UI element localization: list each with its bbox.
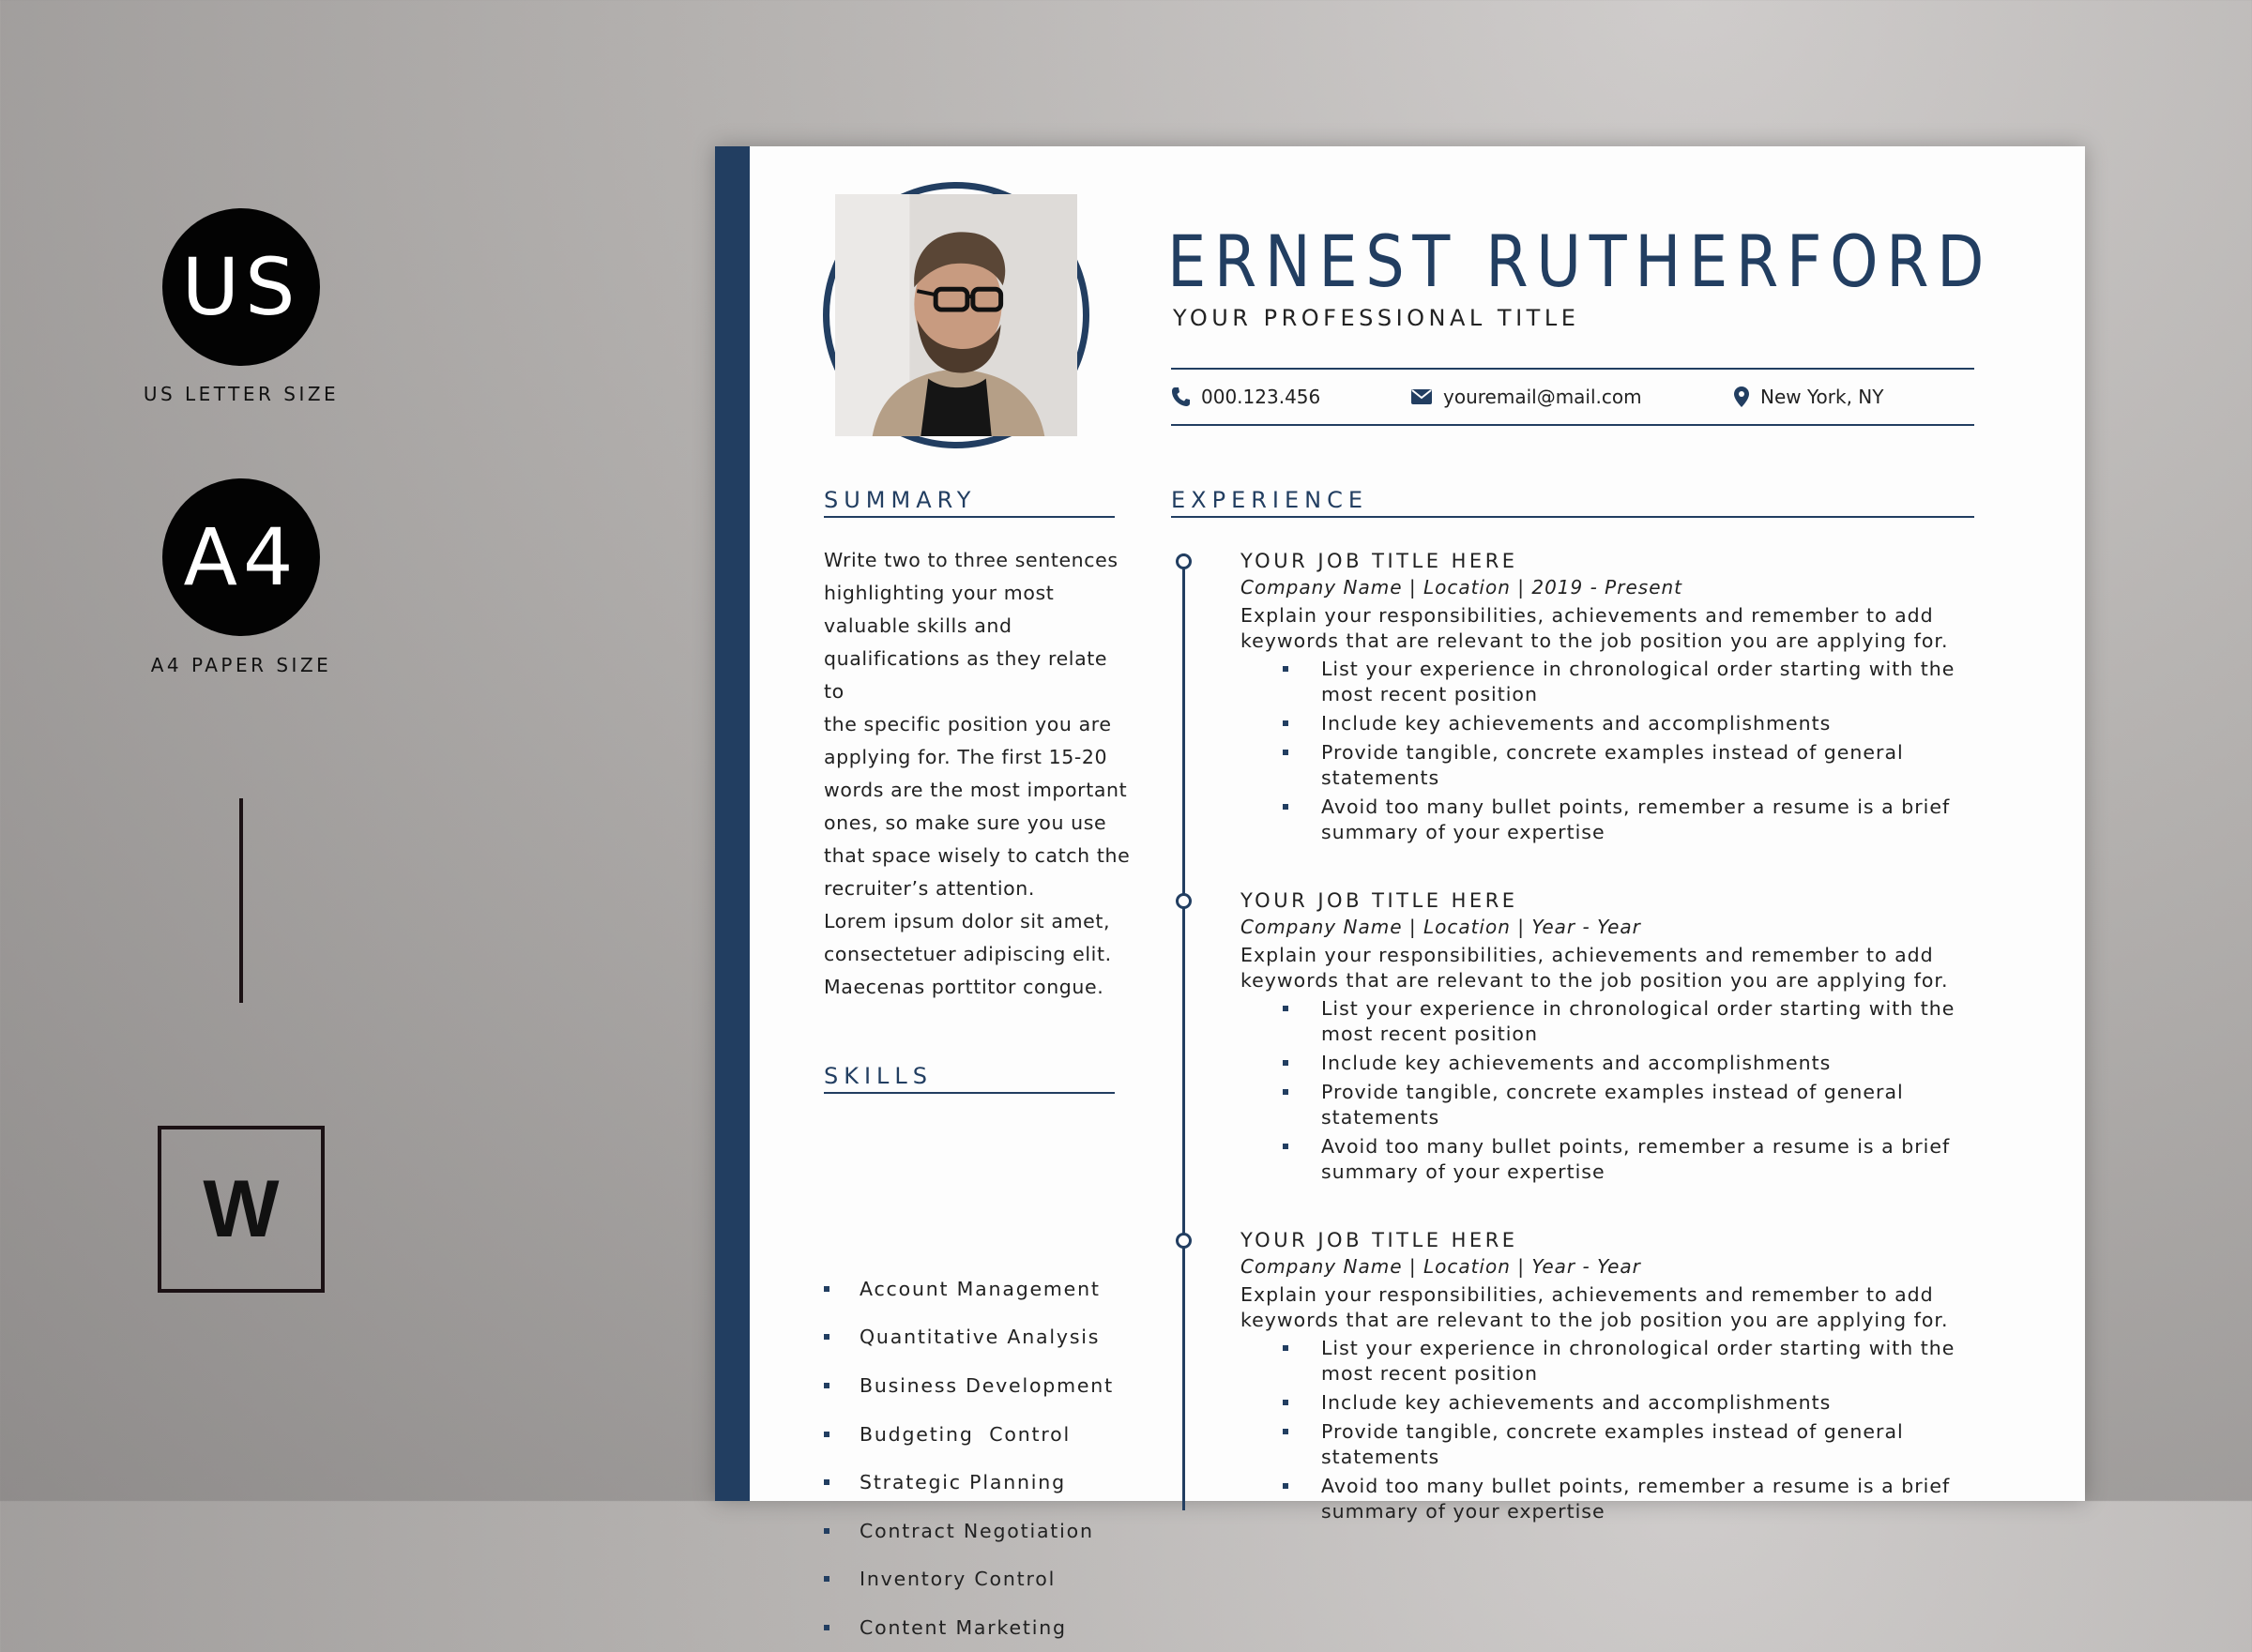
bullet-square-icon [824, 1286, 829, 1292]
experience-entry-1 [1240, 548, 1991, 849]
skill-item [824, 1313, 1134, 1362]
profile-photo-frame [823, 182, 1089, 448]
summary-line: Maecenas porttitor congue. [824, 976, 1104, 998]
job-company: Company Name | Location | Year - Year [1240, 916, 1641, 938]
summary-line: that space wisely to catch the [824, 844, 1131, 867]
skill-label: Budgeting Control [860, 1422, 1071, 1446]
skill-item [824, 1265, 1134, 1313]
job-bullet: Include key achievements and accomplishments [1240, 1390, 1991, 1416]
summary-line: valuable skills and [824, 614, 1012, 637]
job-title: YOUR JOB TITLE HERE [1240, 889, 1518, 912]
summary-line: ones, so make sure you use [824, 811, 1107, 834]
envelope-icon [1411, 389, 1432, 404]
job-description: Explain your responsibilities, achievements and remember to add keywords that are relevant to the job position you are applying for. [1240, 604, 1949, 652]
skill-label: Contract Negotiation [860, 1519, 1094, 1542]
resume-sheet [715, 146, 2085, 1639]
summary-line: highlighting your most [824, 582, 1055, 604]
job-bullet: Provide tangible, concrete examples instead of general statements [1240, 1419, 1991, 1470]
map-pin-icon [1734, 386, 1749, 407]
summary-line: words are the most important [824, 779, 1128, 801]
contact-bar [1171, 368, 1974, 426]
vertical-divider [239, 798, 243, 1003]
skill-label: Inventory Control [860, 1568, 1057, 1591]
bullet-square-icon [824, 1432, 829, 1437]
contact-phone [1171, 370, 1320, 424]
job-bullet: Avoid too many bullet points, remember a resume is a brief summary of your expertise [1240, 1134, 1991, 1185]
contact-location [1734, 370, 1883, 424]
summary-line: recruiter’s attention. [824, 877, 1035, 900]
skill-item [824, 1361, 1134, 1410]
phone-number: 000.123.456 [1201, 386, 1321, 408]
job-bullet: Provide tangible, concrete examples instead of general statements [1240, 740, 1991, 791]
job-description: Explain your responsibilities, achievements and remember to add keywords that are relevant to the job position you are applying for. [1240, 1283, 1949, 1331]
us-letter-caption: US LETTER SIZE [143, 383, 340, 405]
skill-item [824, 1603, 1134, 1652]
summary-line: applying for. The first 15-20 [824, 746, 1108, 768]
skill-label: Content Marketing [860, 1615, 1067, 1639]
timeline-node-icon [1176, 1233, 1192, 1249]
job-bullets [1240, 657, 1991, 845]
phone-icon [1171, 386, 1190, 407]
job-bullets [1240, 996, 1991, 1185]
job-bullet: Provide tangible, concrete examples instead of general statements [1240, 1080, 1991, 1130]
a4-paper-badge [162, 478, 320, 636]
sheet-accent-stripe [715, 146, 750, 1501]
candidate-name: ERNEST RUTHERFORD [1167, 220, 1993, 303]
summary-line: Write two to three sentences [824, 549, 1118, 571]
skill-label: Business Development [860, 1373, 1114, 1397]
summary-line: Lorem ipsum dolor sit amet, [824, 910, 1111, 932]
word-format-icon [158, 1126, 325, 1293]
bullet-square-icon [824, 1625, 829, 1630]
bullet-square-icon [824, 1479, 829, 1485]
profile-photo [835, 194, 1077, 436]
summary-line: consectetuer adipiscing elit. [824, 943, 1112, 965]
job-company: Company Name | Location | 2019 - Present [1240, 576, 1683, 599]
professional-title: YOUR PROFESSIONAL TITLE [1173, 305, 1580, 331]
summary-heading: SUMMARY [824, 487, 1115, 518]
location-text: New York, NY [1760, 386, 1884, 408]
job-description: Explain your responsibilities, achievements and remember to add keywords that are relevant to the job position you are applying for. [1240, 944, 1949, 992]
skills-list [824, 1265, 1134, 1652]
word-format-label: W [203, 1163, 280, 1254]
experience-entry-2 [1240, 887, 1991, 1189]
skill-label: Strategic Planning [860, 1471, 1066, 1494]
skill-item [824, 1410, 1134, 1459]
contact-email [1411, 370, 1642, 424]
job-title: YOUR JOB TITLE HERE [1240, 550, 1518, 572]
skills-heading: SKILLS [824, 1063, 1115, 1094]
job-company: Company Name | Location | Year - Year [1240, 1255, 1641, 1278]
job-title: YOUR JOB TITLE HERE [1240, 1229, 1518, 1251]
skill-item [824, 1507, 1134, 1555]
job-bullet: List your experience in chronological order starting with the most recent position [1240, 1336, 1991, 1387]
skill-label: Quantitative Analysis [860, 1326, 1101, 1349]
bullet-square-icon [824, 1576, 829, 1582]
us-letter-badge [162, 208, 320, 366]
job-bullets [1240, 1336, 1991, 1524]
timeline-node-icon [1176, 893, 1192, 909]
job-bullet: List your experience in chronological order starting with the most recent position [1240, 996, 1991, 1047]
job-bullet: Avoid too many bullet points, remember a resume is a brief summary of your expertise [1240, 1474, 1991, 1524]
experience-entry-3 [1240, 1227, 1991, 1528]
timeline-node-icon [1176, 553, 1192, 569]
experience-heading: EXPERIENCE [1171, 487, 1974, 518]
skill-label: Account Management [860, 1277, 1101, 1300]
summary-line: the specific position you are [824, 713, 1112, 735]
bullet-square-icon [824, 1334, 829, 1340]
email-address: youremail@mail.com [1443, 386, 1642, 408]
skill-item [824, 1555, 1134, 1604]
job-bullet: Avoid too many bullet points, remember a resume is a brief summary of your expertise [1240, 795, 1991, 845]
skill-item [824, 1458, 1134, 1507]
job-bullet: List your experience in chronological order starting with the most recent position [1240, 657, 1991, 707]
job-bullet: Include key achievements and accomplishments [1240, 1051, 1991, 1076]
summary-text [824, 544, 1134, 1004]
experience-timeline [1182, 553, 1185, 1510]
bullet-square-icon [824, 1383, 829, 1388]
summary-line: qualifications as they relate to [824, 647, 1108, 703]
a4-badge-label: A4 [183, 511, 299, 603]
us-badge-label: US [181, 241, 301, 333]
a4-paper-caption: A4 PAPER SIZE [150, 654, 332, 676]
bullet-square-icon [824, 1528, 829, 1534]
job-bullet: Include key achievements and accomplishments [1240, 711, 1991, 736]
